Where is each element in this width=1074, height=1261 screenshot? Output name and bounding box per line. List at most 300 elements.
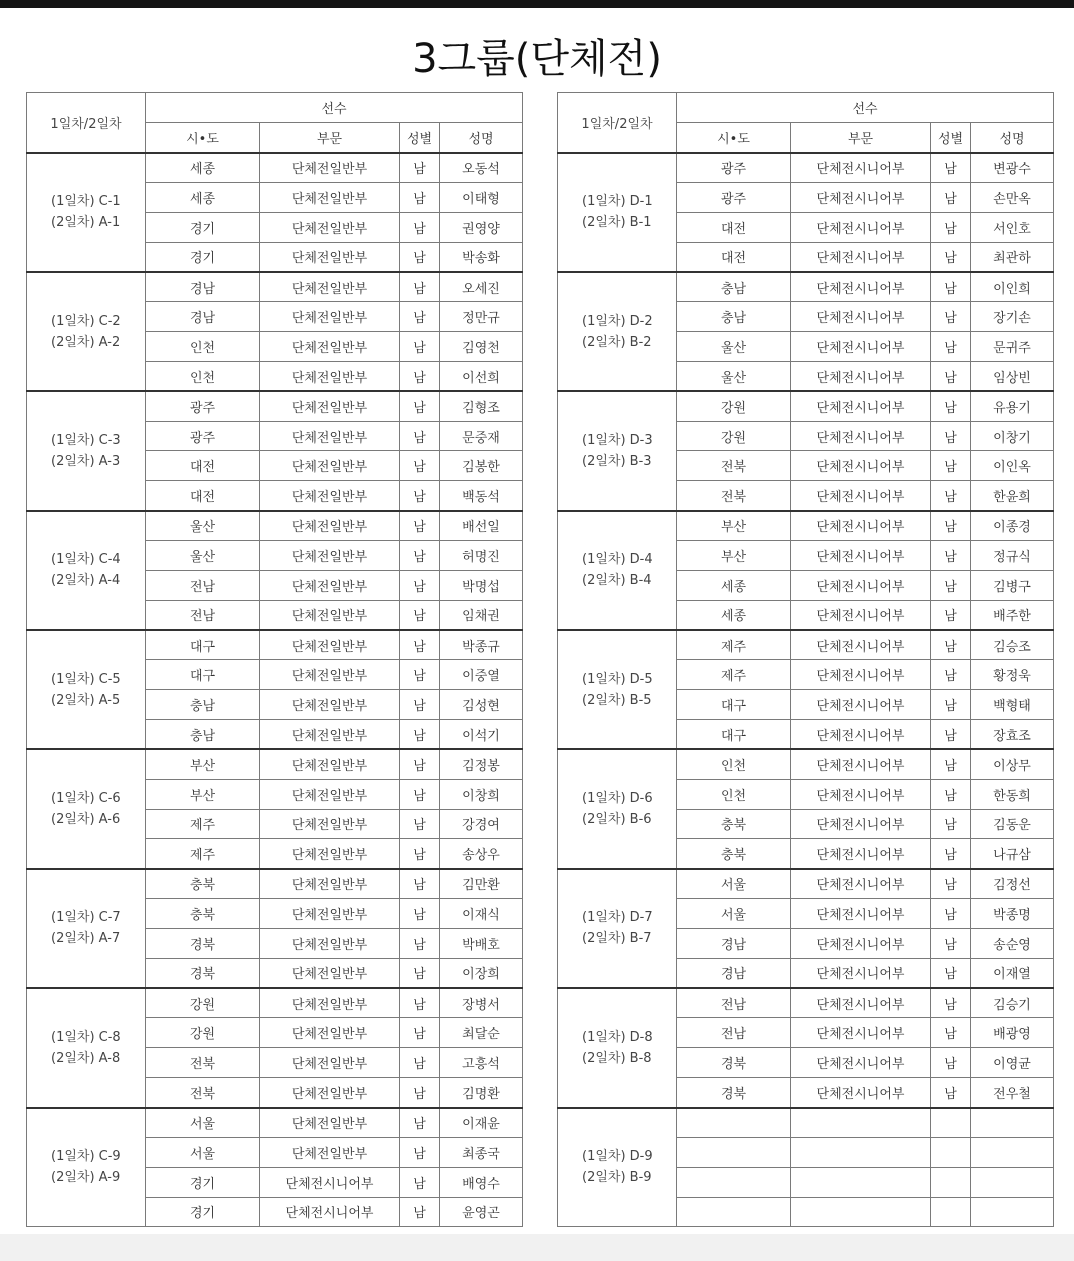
cell-province: 전북 <box>677 451 791 481</box>
cell-province: 전남 <box>677 988 791 1018</box>
cell-name: 이영균 <box>971 1048 1054 1078</box>
cell-name: 장효조 <box>971 720 1054 750</box>
cell-gender: 남 <box>931 630 971 660</box>
cell-gender: 남 <box>931 540 971 570</box>
group-table-right <box>557 92 1054 1227</box>
header-day: 1일차/2일차 <box>558 93 677 153</box>
cell-province: 경남 <box>146 272 260 302</box>
cell-province: 경기 <box>146 1197 260 1227</box>
table-row <box>558 869 1054 899</box>
cell-division: 단체전일반부 <box>260 1137 400 1167</box>
cell-name: 손만옥 <box>971 182 1054 212</box>
cell-gender: 남 <box>400 361 440 391</box>
cell-province: 충북 <box>677 839 791 869</box>
cell-province: 전남 <box>146 600 260 630</box>
cell-province: 충북 <box>677 809 791 839</box>
day1-label: (1일차) D-5 <box>582 671 653 687</box>
group-label <box>27 1108 146 1227</box>
cell-division: 단체전일반부 <box>260 869 400 899</box>
cell-division: 단체전일반부 <box>260 242 400 272</box>
cell-name: 김봉한 <box>440 451 523 481</box>
cell-name: 김형조 <box>440 391 523 421</box>
cell-gender: 남 <box>931 839 971 869</box>
cell-name: 한동희 <box>971 779 1054 809</box>
cell-division: 단체전일반부 <box>260 600 400 630</box>
cell-name: 이종경 <box>971 511 1054 541</box>
cell-gender: 남 <box>400 928 440 958</box>
cell-province: 전북 <box>146 1078 260 1108</box>
cell-gender: 남 <box>931 779 971 809</box>
cell-province: 강원 <box>146 1018 260 1048</box>
cell-gender: 남 <box>400 1108 440 1138</box>
day1-label: (1일차) C-7 <box>51 910 121 926</box>
cell-division: 단체전일반부 <box>260 958 400 988</box>
cell-province: 경북 <box>146 958 260 988</box>
cell-division: 단체전시니어부 <box>791 1018 931 1048</box>
cell-gender: 남 <box>400 600 440 630</box>
cell-province: 서울 <box>146 1108 260 1138</box>
cell-division: 단체전시니어부 <box>791 600 931 630</box>
cell-gender: 남 <box>400 1167 440 1197</box>
cell-gender: 남 <box>931 272 971 302</box>
cell-division: 단체전시니어부 <box>791 153 931 183</box>
day2-label: (2일차) B-8 <box>582 1050 652 1066</box>
table-row <box>27 391 523 421</box>
header-name: 성명 <box>440 123 523 153</box>
cell-province: 울산 <box>677 332 791 362</box>
group-label <box>27 749 146 868</box>
cell-gender: 남 <box>931 302 971 332</box>
cell-gender: 남 <box>931 481 971 511</box>
cell-name: 문중재 <box>440 421 523 451</box>
table-row <box>558 391 1054 421</box>
day1-label: (1일차) C-1 <box>51 194 121 210</box>
cell-gender: 남 <box>931 153 971 183</box>
day1-label: (1일차) C-8 <box>51 1029 121 1045</box>
cell-province: 인천 <box>677 749 791 779</box>
cell-province: 충남 <box>677 272 791 302</box>
cell-name: 이석기 <box>440 720 523 750</box>
cell-province: 부산 <box>677 540 791 570</box>
cell-gender: 남 <box>931 660 971 690</box>
cell-province: 세종 <box>146 153 260 183</box>
cell-division: 단체전시니어부 <box>791 212 931 242</box>
cell-division: 단체전일반부 <box>260 988 400 1018</box>
cell-division: 단체전시니어부 <box>791 451 931 481</box>
cell-division: 단체전시니어부 <box>791 511 931 541</box>
day2-label: (2일차) B-7 <box>582 931 652 947</box>
cell-name: 윤영곤 <box>440 1197 523 1227</box>
group-label <box>558 630 677 749</box>
cell-name: 장기손 <box>971 302 1054 332</box>
group-label <box>27 272 146 391</box>
cell-gender: 남 <box>400 511 440 541</box>
cell-province: 경남 <box>677 928 791 958</box>
table-row <box>558 749 1054 779</box>
cell-division: 단체전시니어부 <box>791 928 931 958</box>
cell-gender: 남 <box>400 869 440 899</box>
header-gender: 성별 <box>400 123 440 153</box>
cell-gender <box>931 1108 971 1138</box>
cell-division: 단체전일반부 <box>260 1048 400 1078</box>
cell-division: 단체전시니어부 <box>791 839 931 869</box>
day2-label: (2일차) A-9 <box>51 1170 121 1186</box>
cell-province: 대구 <box>677 720 791 750</box>
cell-name: 최종국 <box>440 1137 523 1167</box>
cell-division: 단체전일반부 <box>260 839 400 869</box>
cell-gender: 남 <box>400 958 440 988</box>
cell-division: 단체전시니어부 <box>791 182 931 212</box>
day2-label: (2일차) B-2 <box>582 334 652 350</box>
cell-province: 대구 <box>146 660 260 690</box>
cell-division: 단체전일반부 <box>260 481 400 511</box>
header-province: 시•도 <box>677 123 791 153</box>
day1-label: (1일차) D-8 <box>582 1029 653 1045</box>
cell-division: 단체전시니어부 <box>791 481 931 511</box>
cell-name: 이재식 <box>440 899 523 929</box>
cell-province: 울산 <box>677 361 791 391</box>
cell-name: 유용기 <box>971 391 1054 421</box>
day2-label: (2일차) A-7 <box>51 931 121 947</box>
group-label <box>27 511 146 630</box>
table-row <box>558 630 1054 660</box>
cell-province: 전남 <box>146 570 260 600</box>
cell-gender: 남 <box>400 839 440 869</box>
cell-division: 단체전일반부 <box>260 212 400 242</box>
cell-gender: 남 <box>400 660 440 690</box>
cell-gender: 남 <box>400 1137 440 1167</box>
cell-gender: 남 <box>931 600 971 630</box>
cell-division: 단체전일반부 <box>260 540 400 570</box>
cell-division: 단체전일반부 <box>260 332 400 362</box>
cell-division: 단체전일반부 <box>260 809 400 839</box>
table-row <box>27 153 523 183</box>
table-row <box>27 869 523 899</box>
cell-name: 배영수 <box>440 1167 523 1197</box>
cell-name: 박송화 <box>440 242 523 272</box>
cell-province: 서울 <box>146 1137 260 1167</box>
cell-province: 전북 <box>146 1048 260 1078</box>
group-label <box>558 869 677 988</box>
cell-name: 이선희 <box>440 361 523 391</box>
group-label <box>27 630 146 749</box>
cell-name: 정만규 <box>440 302 523 332</box>
group-label <box>558 391 677 510</box>
cell-division: 단체전일반부 <box>260 511 400 541</box>
group-label <box>558 272 677 391</box>
cell-province: 대구 <box>146 630 260 660</box>
cell-name: 백동석 <box>440 481 523 511</box>
cell-gender: 남 <box>931 720 971 750</box>
cell-name: 나규삼 <box>971 839 1054 869</box>
cell-name: 고흥석 <box>440 1048 523 1078</box>
cell-name <box>971 1137 1054 1167</box>
cell-province <box>677 1197 791 1227</box>
cell-division: 단체전일반부 <box>260 660 400 690</box>
cell-province: 인천 <box>146 361 260 391</box>
cell-gender: 남 <box>931 899 971 929</box>
cell-name: 한윤희 <box>971 481 1054 511</box>
cell-gender: 남 <box>400 1078 440 1108</box>
cell-division: 단체전시니어부 <box>791 361 931 391</box>
table-row <box>558 1108 1054 1138</box>
cell-province: 충북 <box>146 869 260 899</box>
cell-province: 충남 <box>146 690 260 720</box>
cell-name: 김영천 <box>440 332 523 362</box>
cell-gender: 남 <box>931 869 971 899</box>
cell-division: 단체전일반부 <box>260 1108 400 1138</box>
cell-name: 이태형 <box>440 182 523 212</box>
header-player: 선수 <box>677 93 1054 123</box>
cell-name: 김정선 <box>971 869 1054 899</box>
cell-province: 경남 <box>677 958 791 988</box>
table-row <box>558 988 1054 1018</box>
cell-province: 강원 <box>677 391 791 421</box>
day2-label: (2일차) B-9 <box>582 1170 652 1186</box>
cell-gender: 남 <box>931 1018 971 1048</box>
cell-province: 광주 <box>677 153 791 183</box>
cell-division: 단체전일반부 <box>260 928 400 958</box>
table-row <box>27 511 523 541</box>
cell-gender: 남 <box>400 749 440 779</box>
cell-division: 단체전일반부 <box>260 749 400 779</box>
cell-gender: 남 <box>400 272 440 302</box>
cell-province: 세종 <box>146 182 260 212</box>
cell-division <box>791 1137 931 1167</box>
group-label <box>558 1108 677 1227</box>
day1-label: (1일차) D-1 <box>582 194 653 210</box>
cell-gender: 남 <box>400 391 440 421</box>
cell-name: 권영양 <box>440 212 523 242</box>
cell-division: 단체전시니어부 <box>791 899 931 929</box>
cell-name: 김병구 <box>971 570 1054 600</box>
group-label <box>558 988 677 1107</box>
cell-name: 임채권 <box>440 600 523 630</box>
cell-province: 강원 <box>677 421 791 451</box>
group-table-left <box>26 92 523 1227</box>
cell-gender: 남 <box>400 630 440 660</box>
group-label <box>558 749 677 868</box>
cell-province: 제주 <box>146 839 260 869</box>
table-row <box>27 749 523 779</box>
cell-gender: 남 <box>400 899 440 929</box>
cell-name: 배광영 <box>971 1018 1054 1048</box>
day1-label: (1일차) D-2 <box>582 313 653 329</box>
cell-name: 박배호 <box>440 928 523 958</box>
day1-label: (1일차) D-4 <box>582 552 653 568</box>
cell-gender <box>931 1197 971 1227</box>
header-day: 1일차/2일차 <box>27 93 146 153</box>
cell-province: 대구 <box>677 690 791 720</box>
cell-division: 단체전시니어부 <box>791 869 931 899</box>
cell-name: 송상우 <box>440 839 523 869</box>
cell-division: 단체전시니어부 <box>260 1167 400 1197</box>
cell-province: 울산 <box>146 511 260 541</box>
cell-province: 경남 <box>146 302 260 332</box>
cell-gender: 남 <box>400 451 440 481</box>
cell-division: 단체전일반부 <box>260 361 400 391</box>
cell-province: 대전 <box>677 212 791 242</box>
cell-province: 부산 <box>677 511 791 541</box>
cell-gender: 남 <box>400 988 440 1018</box>
cell-province: 세종 <box>677 600 791 630</box>
cell-province: 대전 <box>677 242 791 272</box>
cell-name: 최달순 <box>440 1018 523 1048</box>
cell-name: 이장희 <box>440 958 523 988</box>
cell-division: 단체전시니어부 <box>791 421 931 451</box>
cell-gender: 남 <box>931 391 971 421</box>
cell-gender: 남 <box>400 1048 440 1078</box>
cell-division: 단체전시니어부 <box>791 988 931 1018</box>
cell-name: 오세진 <box>440 272 523 302</box>
cell-division: 단체전시니어부 <box>791 1078 931 1108</box>
cell-name: 허명진 <box>440 540 523 570</box>
cell-province: 경기 <box>146 242 260 272</box>
cell-gender: 남 <box>400 212 440 242</box>
day2-label: (2일차) A-5 <box>51 692 121 708</box>
cell-gender: 남 <box>400 153 440 183</box>
cell-name: 김정봉 <box>440 749 523 779</box>
header-division: 부문 <box>260 123 400 153</box>
cell-name: 배선일 <box>440 511 523 541</box>
cell-gender: 남 <box>931 182 971 212</box>
cell-division: 단체전시니어부 <box>791 272 931 302</box>
day2-label: (2일차) B-4 <box>582 573 652 589</box>
cell-gender: 남 <box>400 332 440 362</box>
cell-name: 김명환 <box>440 1078 523 1108</box>
cell-gender: 남 <box>931 809 971 839</box>
day2-label: (2일차) B-5 <box>582 692 652 708</box>
cell-name: 박종규 <box>440 630 523 660</box>
top-bar <box>0 0 1074 8</box>
cell-gender: 남 <box>400 809 440 839</box>
cell-name: 이창희 <box>440 779 523 809</box>
cell-province <box>677 1137 791 1167</box>
cell-province: 인천 <box>146 332 260 362</box>
day2-label: (2일차) B-6 <box>582 812 652 828</box>
table-row <box>558 511 1054 541</box>
cell-gender: 남 <box>931 958 971 988</box>
cell-name: 임상빈 <box>971 361 1054 391</box>
cell-gender: 남 <box>931 988 971 1018</box>
cell-province: 충북 <box>146 899 260 929</box>
cell-gender: 남 <box>931 1078 971 1108</box>
day1-label: (1일차) C-4 <box>51 552 121 568</box>
cell-division: 단체전시니어부 <box>791 809 931 839</box>
cell-province: 제주 <box>677 660 791 690</box>
cell-province: 경기 <box>146 212 260 242</box>
cell-name: 서인호 <box>971 212 1054 242</box>
cell-gender: 남 <box>400 1018 440 1048</box>
cell-name: 김승기 <box>971 988 1054 1018</box>
cell-division <box>791 1108 931 1138</box>
group-label <box>27 391 146 510</box>
day1-label: (1일차) D-3 <box>582 432 653 448</box>
cell-division: 단체전시니어부 <box>791 690 931 720</box>
cell-division: 단체전일반부 <box>260 272 400 302</box>
cell-name <box>971 1197 1054 1227</box>
table-row <box>27 988 523 1018</box>
cell-province <box>677 1167 791 1197</box>
cell-gender: 남 <box>400 690 440 720</box>
cell-gender: 남 <box>400 1197 440 1227</box>
group-label <box>27 153 146 272</box>
cell-gender: 남 <box>931 1048 971 1078</box>
cell-name: 이중열 <box>440 660 523 690</box>
cell-gender: 남 <box>931 749 971 779</box>
page-title: 3그룹(단체전) <box>412 36 662 82</box>
group-label <box>558 153 677 272</box>
cell-name: 이인옥 <box>971 451 1054 481</box>
cell-division <box>791 1167 931 1197</box>
cell-division: 단체전일반부 <box>260 630 400 660</box>
cell-gender: 남 <box>931 212 971 242</box>
cell-division: 단체전시니어부 <box>791 1048 931 1078</box>
day2-label: (2일차) B-1 <box>582 215 652 231</box>
cell-division: 단체전시니어부 <box>791 630 931 660</box>
cell-division: 단체전일반부 <box>260 570 400 600</box>
cell-province: 경북 <box>677 1078 791 1108</box>
cell-name: 황정욱 <box>971 660 1054 690</box>
cell-division: 단체전시니어부 <box>791 391 931 421</box>
cell-division: 단체전일반부 <box>260 451 400 481</box>
table-row <box>27 1108 523 1138</box>
table-row <box>27 630 523 660</box>
header-gender: 성별 <box>931 123 971 153</box>
cell-name: 이재윤 <box>440 1108 523 1138</box>
cell-name: 배주한 <box>971 600 1054 630</box>
cell-name: 송순영 <box>971 928 1054 958</box>
cell-province: 강원 <box>146 988 260 1018</box>
day1-label: (1일차) D-9 <box>582 1149 653 1165</box>
cell-division: 단체전일반부 <box>260 779 400 809</box>
cell-name: 이인희 <box>971 272 1054 302</box>
cell-name <box>971 1108 1054 1138</box>
cell-name: 최관하 <box>971 242 1054 272</box>
cell-name: 김성현 <box>440 690 523 720</box>
cell-province: 제주 <box>677 630 791 660</box>
cell-gender: 남 <box>400 720 440 750</box>
header-division: 부문 <box>791 123 931 153</box>
cell-name: 장병서 <box>440 988 523 1018</box>
cell-division: 단체전일반부 <box>260 690 400 720</box>
cell-province: 경기 <box>146 1167 260 1197</box>
day2-label: (2일차) A-2 <box>51 334 121 350</box>
cell-province: 대전 <box>146 451 260 481</box>
cell-division: 단체전시니어부 <box>791 242 931 272</box>
cell-name: 오동석 <box>440 153 523 183</box>
cell-division: 단체전일반부 <box>260 720 400 750</box>
cell-name: 김동운 <box>971 809 1054 839</box>
cell-name: 백형태 <box>971 690 1054 720</box>
cell-province: 제주 <box>146 809 260 839</box>
day1-label: (1일차) D-6 <box>582 791 653 807</box>
cell-name: 문귀주 <box>971 332 1054 362</box>
cell-province: 광주 <box>677 182 791 212</box>
table-row <box>558 153 1054 183</box>
header-province: 시•도 <box>146 123 260 153</box>
cell-gender: 남 <box>931 928 971 958</box>
cell-province: 전북 <box>677 481 791 511</box>
day1-label: (1일차) C-2 <box>51 313 121 329</box>
cell-gender: 남 <box>931 511 971 541</box>
day1-label: (1일차) C-6 <box>51 791 121 807</box>
cell-gender: 남 <box>931 570 971 600</box>
day1-label: (1일차) C-3 <box>51 432 121 448</box>
cell-name: 김승조 <box>971 630 1054 660</box>
cell-division: 단체전일반부 <box>260 302 400 332</box>
cell-division: 단체전시니어부 <box>791 749 931 779</box>
